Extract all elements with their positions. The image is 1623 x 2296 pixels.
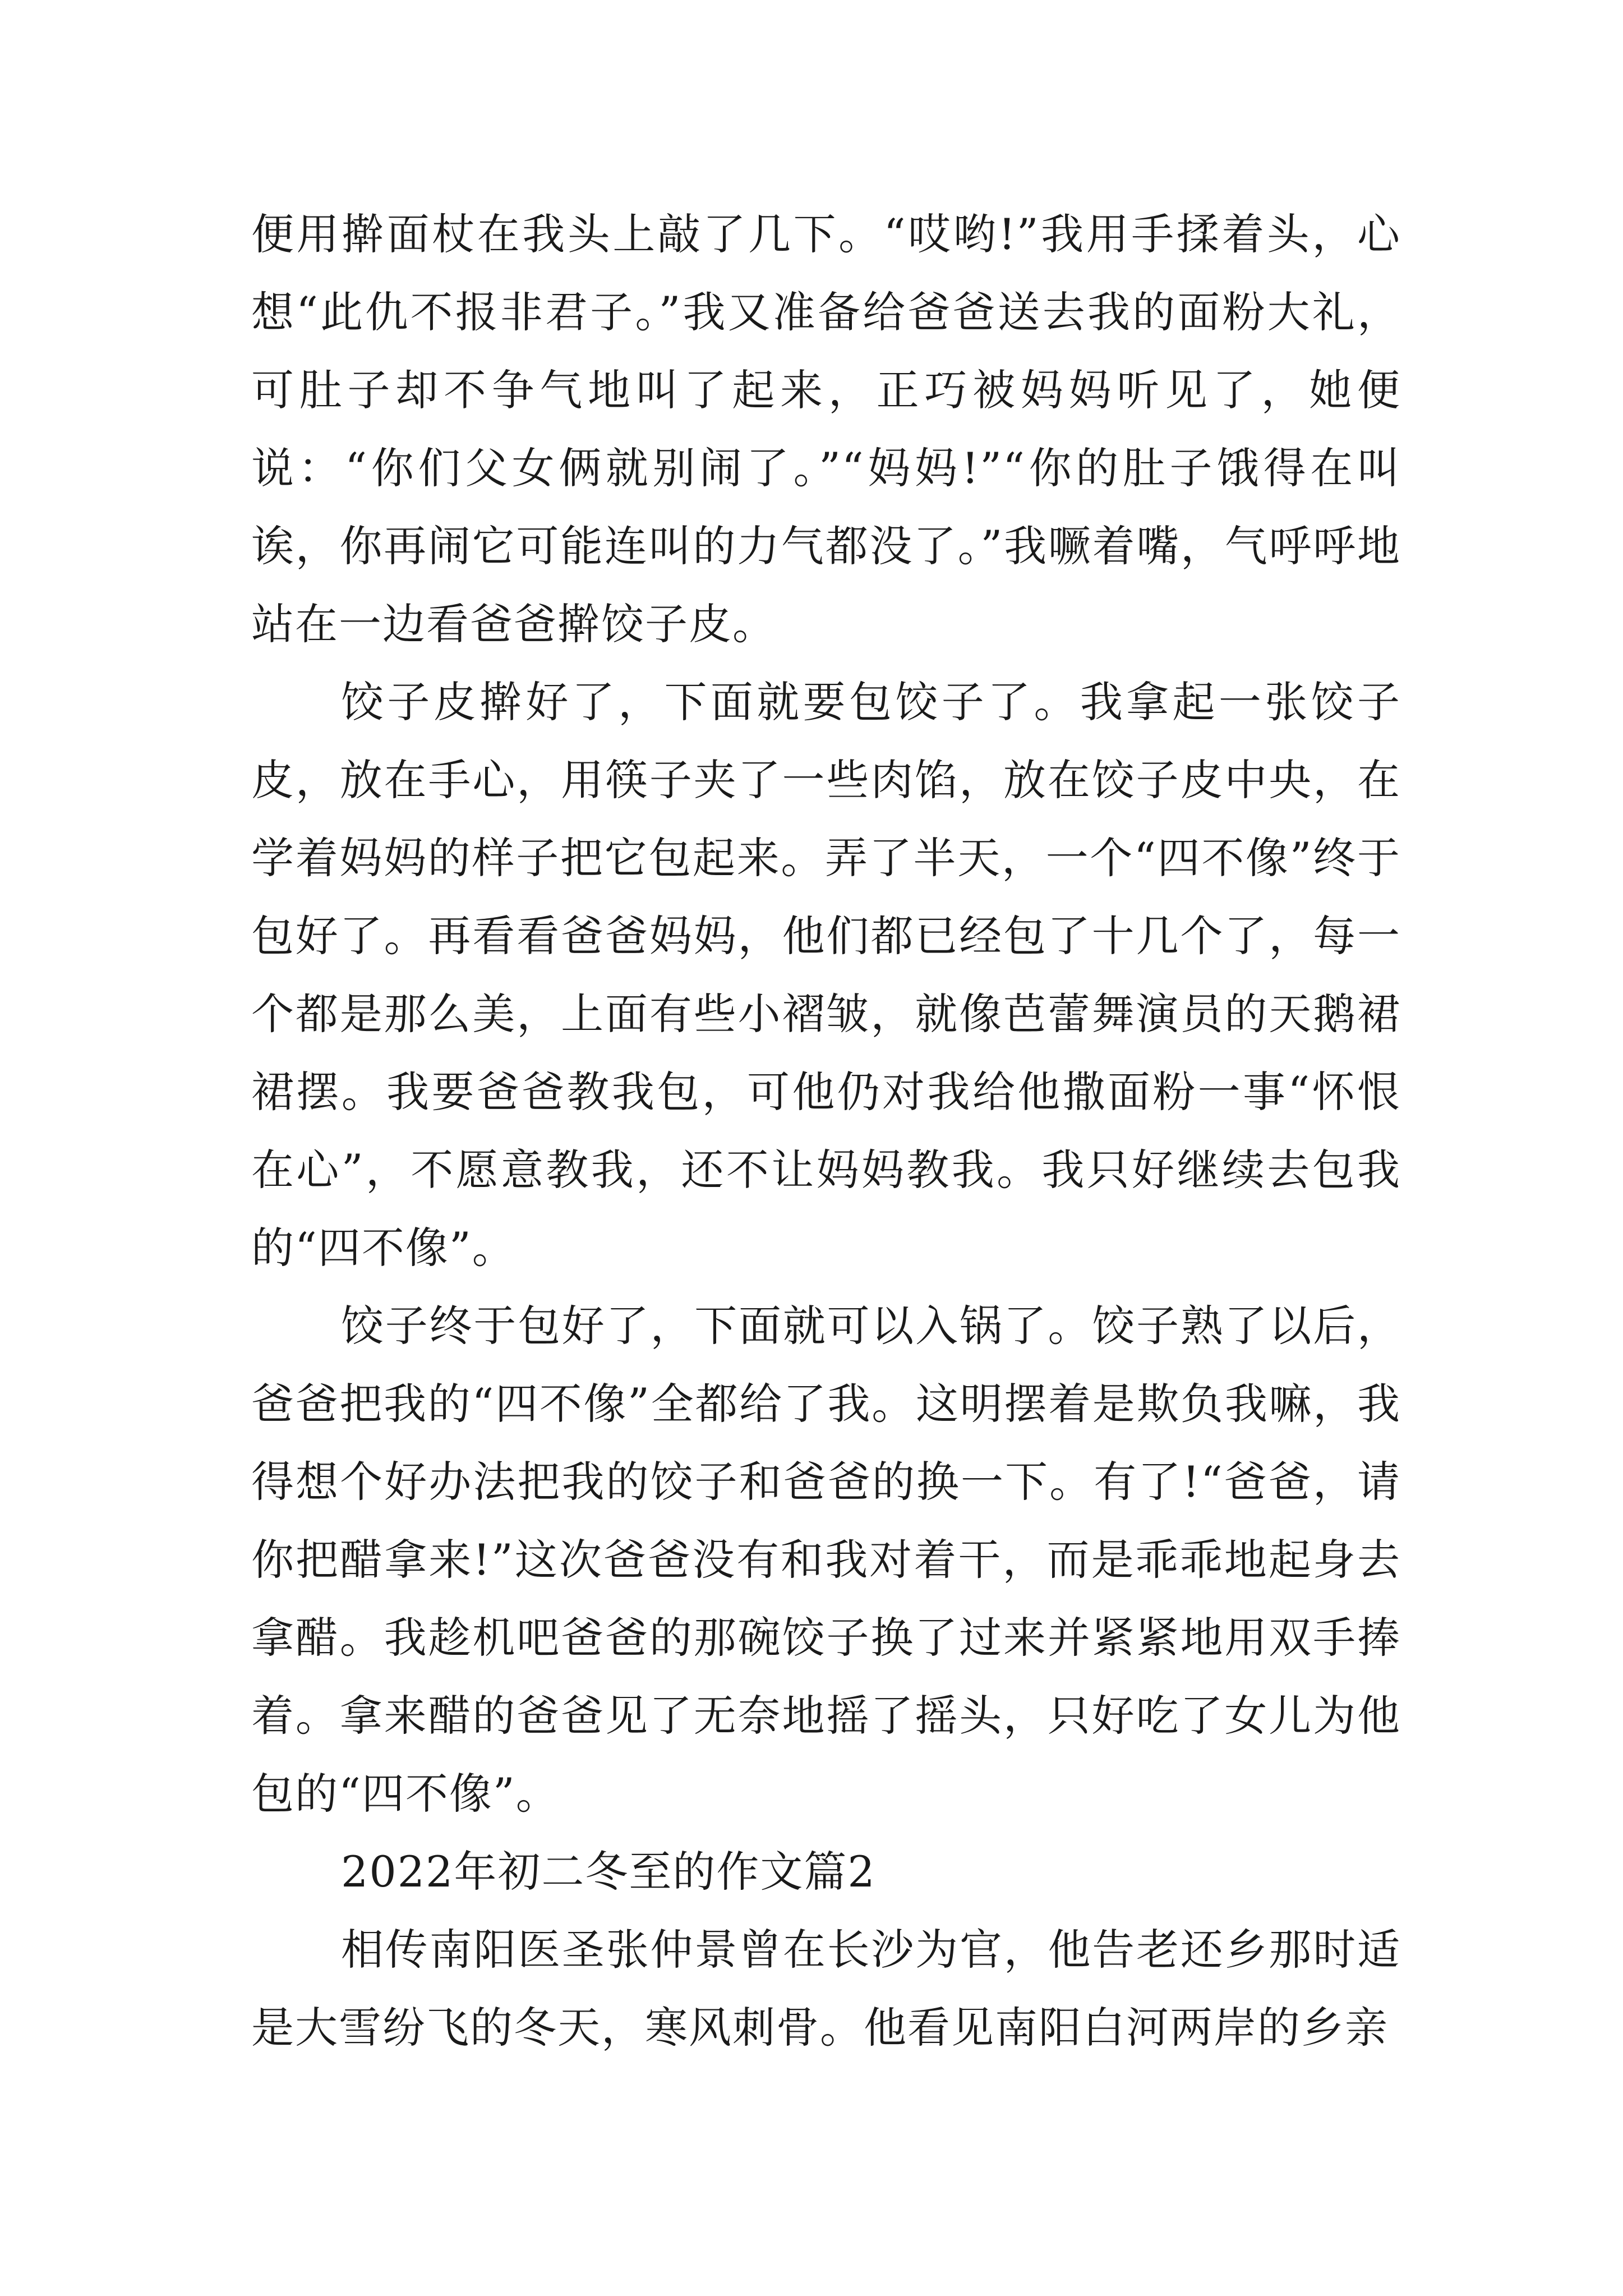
paragraph-wrapping-dumplings: 饺子皮擀好了，下面就要包饺子了。我拿起一张饺子皮，放在手心，用筷子夹了一些肉馅，放在饺子皮中央，在学着妈妈的样子把它包起来。弄了半天，一个“四不像”终于包好了。再看看爸爸妈妈，他们都已经包了十几个了，每一个都是那么美，上面有些小褶皱，就像芭蕾舞演员的天鹅裙裙摆。我要爸爸教我包，可他仍对我给他撒面粉一事“怀恨在心”，不愿意教我，还不让妈妈教我。我只好继续去包我的“四不像”。 bbox=[251, 677, 1401, 1273]
essay-body bbox=[251, 195, 1401, 2067]
section-heading: 2022年初二冬至的作文篇2 bbox=[341, 1847, 876, 1897]
paragraph-zhang-zhongjing: 相传南阳医圣张仲景曾在长沙为官，他告老还乡那时适是大雪纷飞的冬天，寒风刺骨。他看见南阳白河两岸的乡亲 bbox=[251, 1925, 1401, 2053]
paragraph-cooking-dumplings: 饺子终于包好了，下面就可以入锅了。饺子熟了以后，爸爸把我的“四不像”全都给了我。这明摆着是欺负我嘛，我得想个好办法把我的饺子和爸爸的换一下。有了!“爸爸，请你把醋拿来!”这次爸爸没有和我对着干，而是乖乖地起身去拿醋。我趁机吧爸爸的那碗饺子换了过来并紧紧地用双手捧着。拿来醋的爸爸见了无奈地摇了摇头，只好吃了女儿为他包的“四不像”。 bbox=[251, 1301, 1401, 1819]
paragraph-continuation: 便用擀面杖在我头上敲了几下。“哎哟!”我用手揉着头，心想“此仇不报非君子。”我又准备给爸爸送去我的面粉大礼，可肚子却不争气地叫了起来，正巧被妈妈听见了，她便说：“你们父女俩就别闹了。”“妈妈!”“你的肚子饿得在叫诶，你再闹它可能连叫的力气都没了。”我噘着嘴，气呼呼地站在一边看爸爸擀饺子皮。 bbox=[251, 209, 1401, 649]
